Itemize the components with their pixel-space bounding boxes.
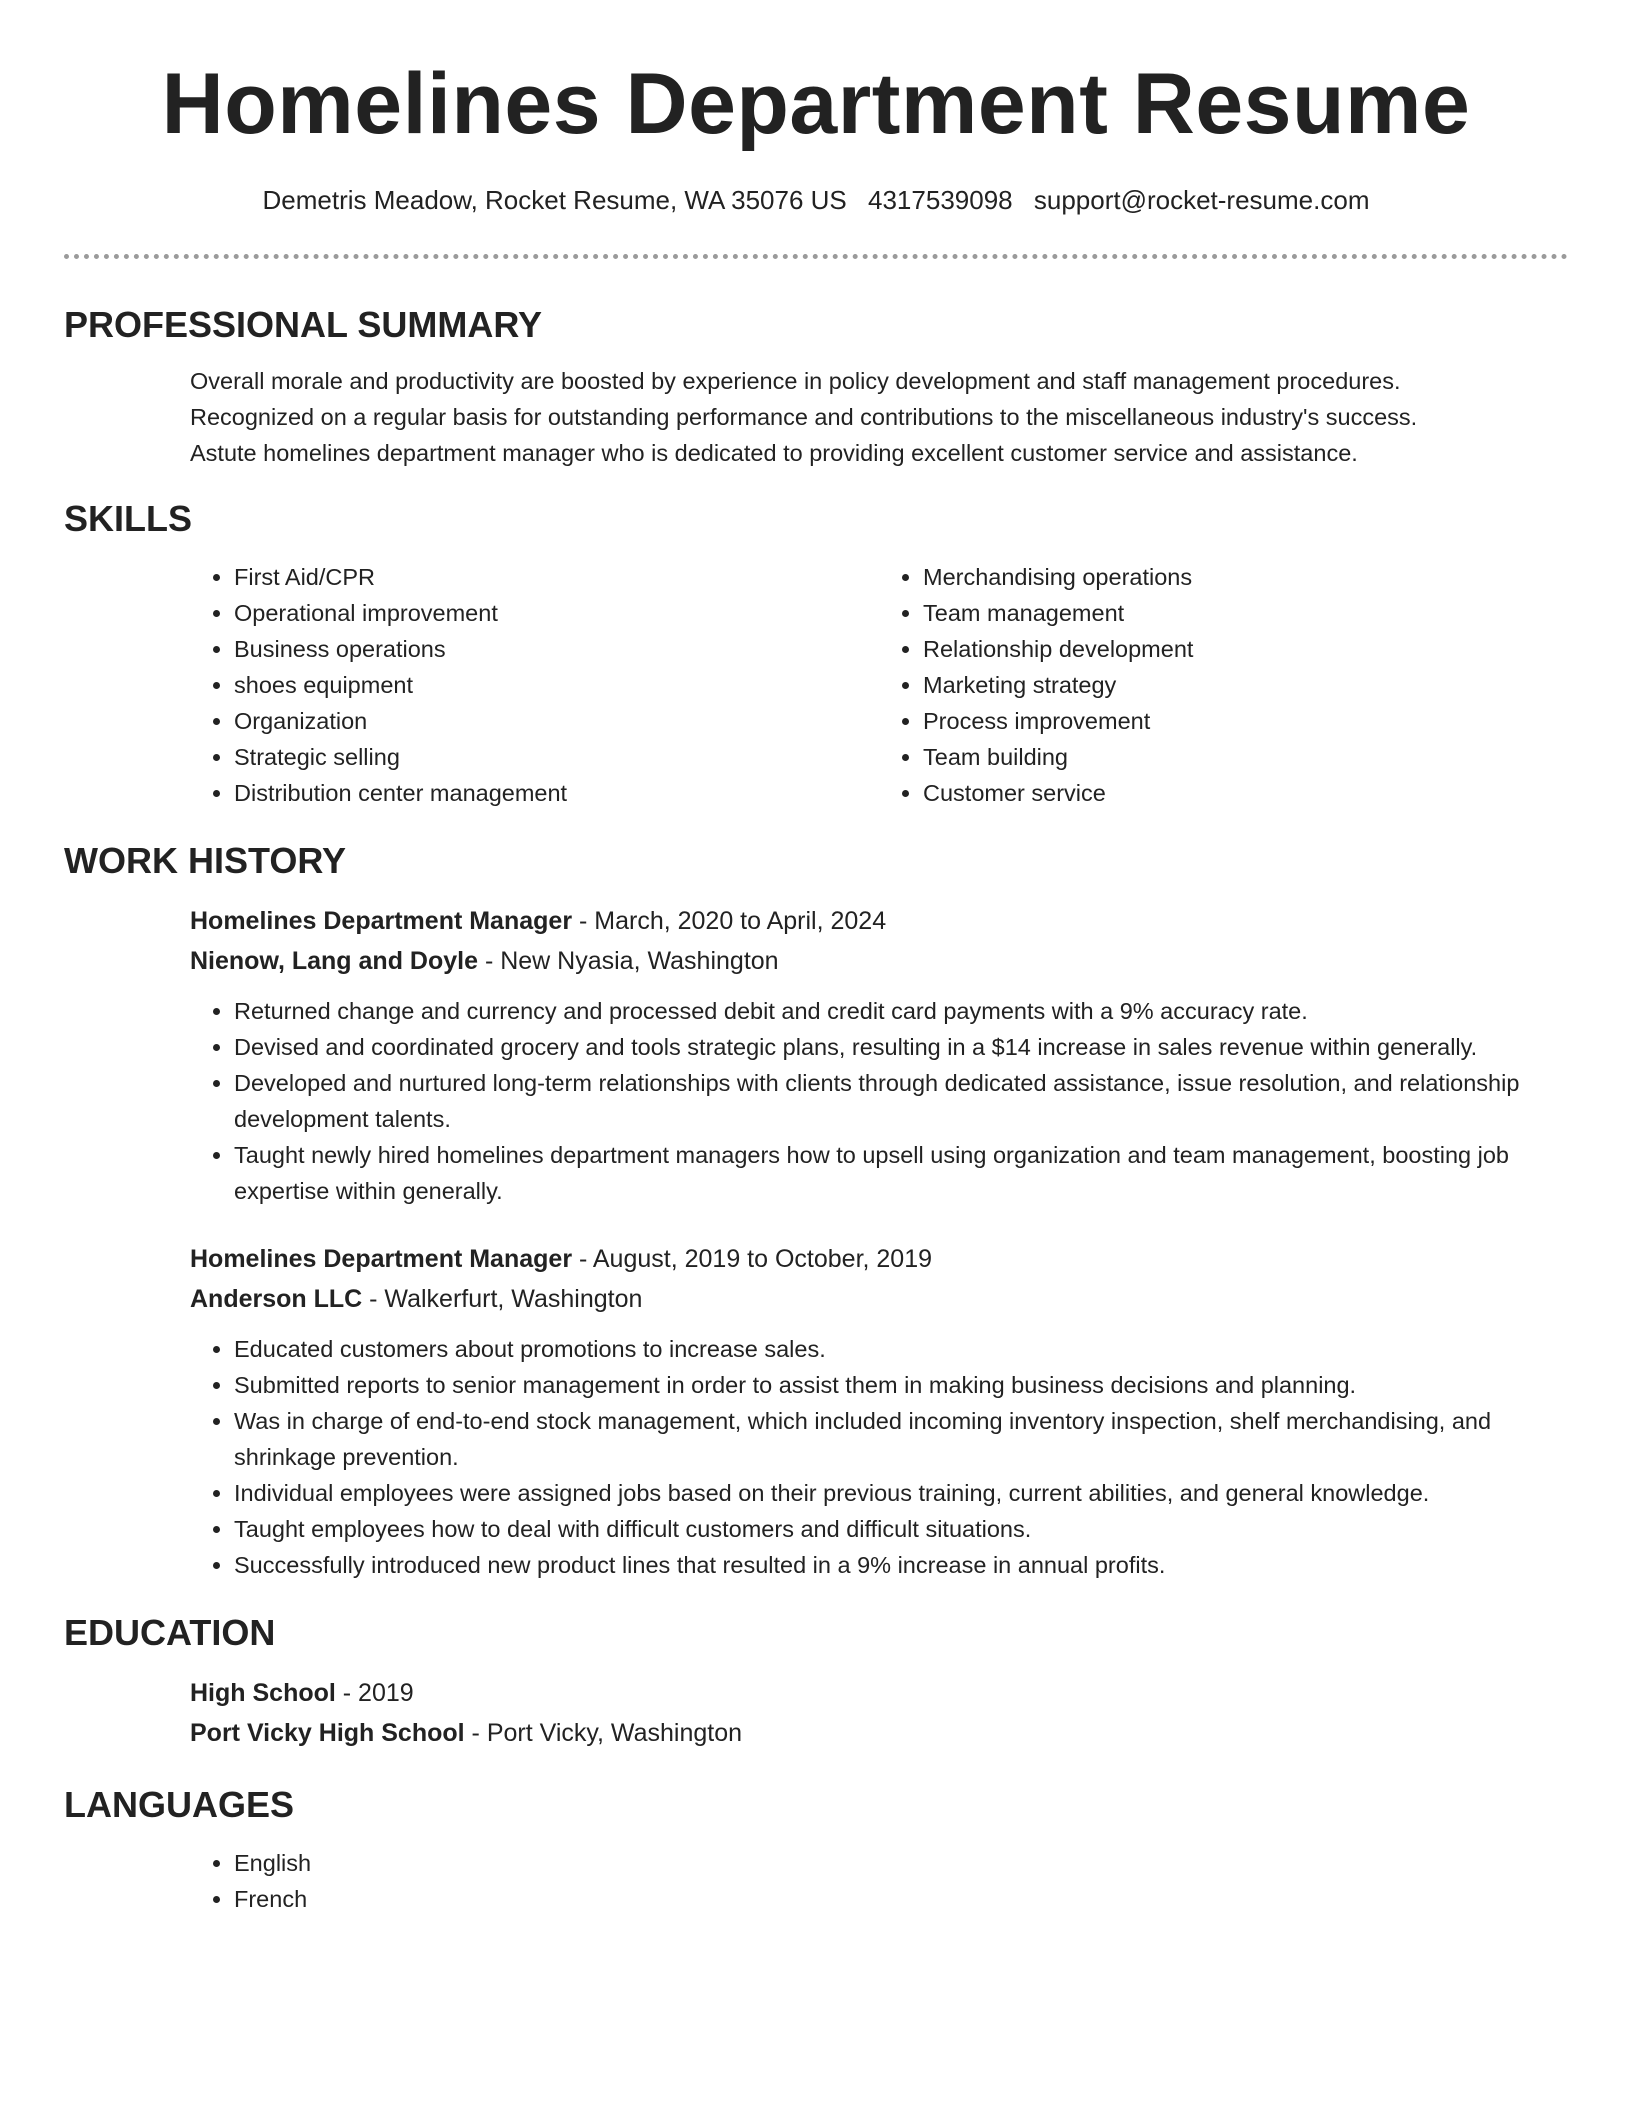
job-company: Nienow, Lang and Doyle	[190, 947, 478, 975]
skill-item: • First Aid/CPR	[234, 559, 879, 595]
header-divider	[64, 254, 1568, 259]
education-year: - 2019	[335, 1679, 414, 1707]
education-heading: EDUCATION	[64, 1612, 276, 1653]
resume-title: Homelines Department Resume	[161, 56, 1471, 152]
job-location: - New Nyasia, Washington	[478, 947, 779, 975]
contact-address: Demetris Meadow, Rocket Resume, WA 35076 US	[262, 185, 847, 215]
job-company-line	[190, 941, 1568, 981]
job-title: Homelines Department Manager	[190, 1245, 573, 1273]
skill-item: • Team building	[923, 739, 1568, 775]
language-item: • English	[234, 1845, 1568, 1881]
languages-heading: LANGUAGES	[64, 1784, 295, 1825]
responsibility-item: • Returned change and currency and processed debit and credit card payments with a 9% accuracy rate.	[234, 993, 1568, 1029]
education-degree-line	[190, 1673, 1568, 1713]
skills-column-right	[879, 559, 1568, 811]
contact-email: support@rocket-resume.com	[1033, 185, 1370, 215]
job-title-line	[190, 901, 1568, 941]
job-company: Anderson LLC	[190, 1285, 363, 1313]
responsibility-list	[190, 993, 1568, 1209]
skill-item: • Process improvement	[923, 703, 1568, 739]
education-location: - Port Vicky, Washington	[464, 1719, 743, 1747]
education-school-line	[190, 1713, 1568, 1753]
responsibility-item: • Was in charge of end-to-end stock management, which included incoming inventory inspection, shelf merchandising, and shrinkage prevention.	[234, 1403, 1568, 1475]
work-history-heading: WORK HISTORY	[64, 840, 347, 881]
summary-text	[64, 363, 1568, 471]
responsibility-item: • Devised and coordinated grocery and tools strategic plans, resulting in a $14 increase in sales revenue within generally.	[234, 1029, 1568, 1065]
language-item: • French	[234, 1881, 1568, 1917]
summary-line: Overall morale and productivity are boosted by experience in policy development and staff management procedures.	[190, 368, 1401, 394]
skill-item: • Team management	[923, 595, 1568, 631]
job-entry	[64, 901, 1568, 981]
skills-heading: SKILLS	[64, 498, 193, 539]
responsibility-item: • Individual employees were assigned jobs based on their previous training, current abilities, and general knowledge.	[234, 1475, 1568, 1511]
summary-heading: PROFESSIONAL SUMMARY	[64, 304, 543, 345]
education-degree: High School	[190, 1679, 336, 1707]
skill-item: • Customer service	[923, 775, 1568, 811]
education-entry	[64, 1673, 1568, 1753]
summary-line: Recognized on a regular basis for outstanding performance and contributions to the miscellaneous industry's success.	[190, 404, 1418, 430]
skills-list	[64, 559, 1568, 811]
skill-item: • Organization	[234, 703, 879, 739]
job-responsibilities	[64, 1331, 1568, 1583]
language-items	[190, 1845, 1568, 1917]
job-location: - Walkerfurt, Washington	[362, 1285, 643, 1313]
education-school: Port Vicky High School	[190, 1719, 465, 1747]
contact-phone: 4317539098	[868, 185, 1013, 215]
job-responsibilities	[64, 993, 1568, 1209]
skill-item: • Operational improvement	[234, 595, 879, 631]
skill-item: • shoes equipment	[234, 667, 879, 703]
skill-item: • Relationship development	[923, 631, 1568, 667]
skill-item: • Marketing strategy	[923, 667, 1568, 703]
job-title: Homelines Department Manager	[190, 907, 573, 935]
responsibility-item: • Developed and nurtured long-term relationships with clients through dedicated assistance, issue resolution, and relationship development talents.	[234, 1065, 1568, 1137]
responsibility-item: • Educated customers about promotions to increase sales.	[234, 1331, 1568, 1367]
contact-line	[64, 182, 1568, 218]
summary-line: Astute homelines department manager who is dedicated to providing excellent customer service and assistance.	[190, 440, 1358, 466]
responsibility-item: • Successfully introduced new product lines that resulted in a 9% increase in annual profits.	[234, 1547, 1568, 1583]
responsibility-list	[190, 1331, 1568, 1583]
job-dates: - March, 2020 to April, 2024	[572, 907, 887, 935]
skill-item: • Merchandising operations	[923, 559, 1568, 595]
skill-item: • Business operations	[234, 631, 879, 667]
skills-column-left	[190, 559, 879, 811]
skill-item: • Strategic selling	[234, 739, 879, 775]
responsibility-item: • Taught newly hired homelines department managers how to upsell using organization and team management, boosting job expertise within generally.	[234, 1137, 1568, 1209]
languages-list	[64, 1845, 1568, 1917]
responsibility-item: • Submitted reports to senior management in order to assist them in making business decisions and planning.	[234, 1367, 1568, 1403]
skill-item: • Distribution center management	[234, 775, 879, 811]
job-title-line	[190, 1239, 1568, 1279]
job-company-line	[190, 1279, 1568, 1319]
job-entry	[64, 1239, 1568, 1319]
responsibility-item: • Taught employees how to deal with difficult customers and difficult situations.	[234, 1511, 1568, 1547]
job-dates: - August, 2019 to October, 2019	[572, 1245, 933, 1273]
